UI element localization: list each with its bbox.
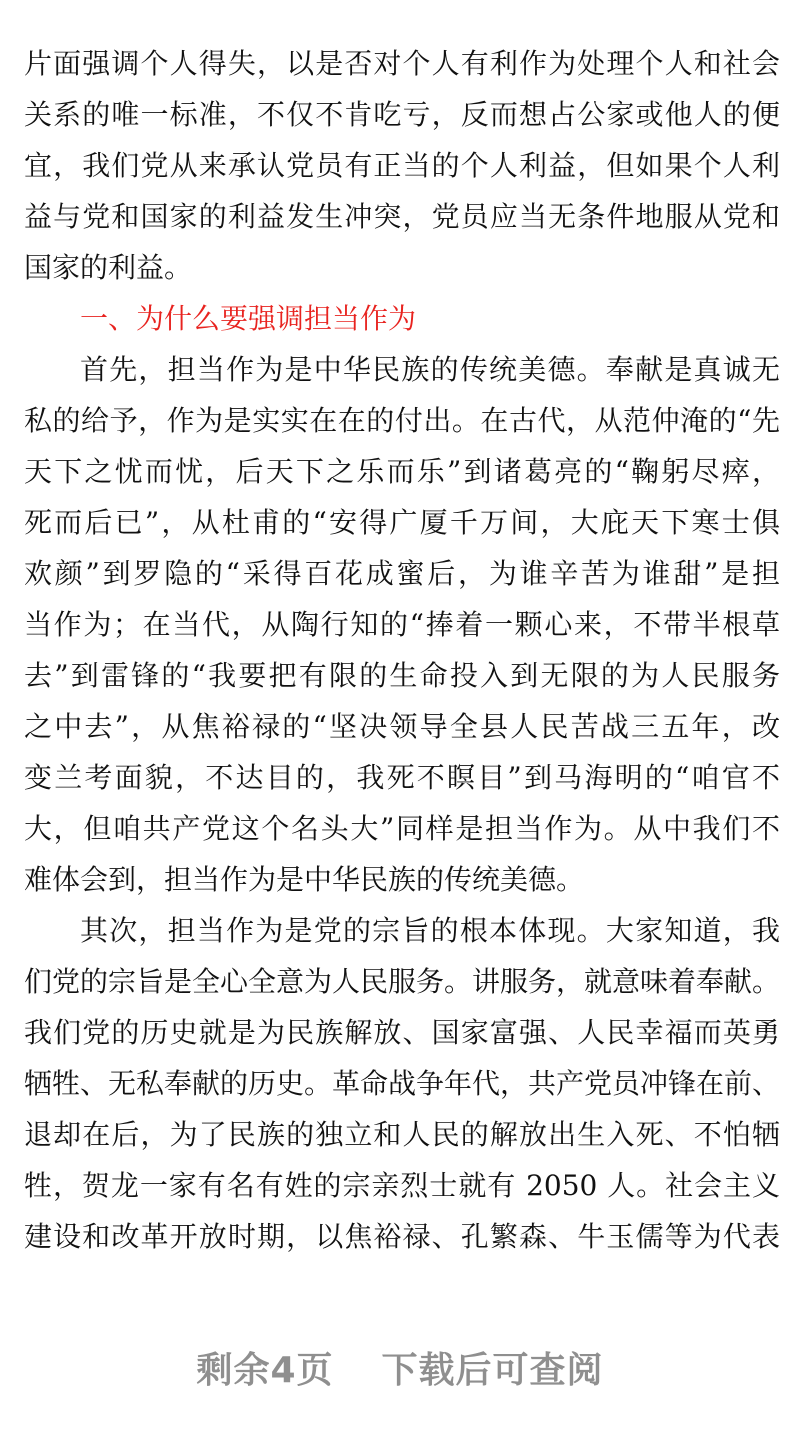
download-prompt[interactable] — [0, 1342, 800, 1393]
paragraph1-line: 之中去”，从焦裕禄的“坚决领导全县人民苦战三五年，改 — [24, 710, 780, 743]
paragraph2-line: 牺牲、无私奉献的历史。革命战争年代，共产党员冲锋在前、 — [24, 1067, 780, 1100]
intro-line: 国家的利益。 — [24, 251, 193, 284]
paragraph1-line: 死而后已”，从杜甫的“安得广厦千万间，大庇天下寒士俱 — [24, 506, 780, 539]
remaining-pages-label: 剩余4页 — [196, 1350, 334, 1391]
paragraph2-line: 其次，担当作为是党的宗旨的根本体现。大家知道，我 — [80, 914, 780, 947]
paragraph1-line: 大，但咱共产党这个名头大”同样是担当作为。从中我们不 — [24, 812, 780, 845]
download-hint-label: 下载后可查阅 — [381, 1350, 604, 1391]
paragraph1-line: 首先，担当作为是中华民族的传统美德。奉献是真诚无 — [80, 353, 780, 386]
intro-line: 益与党和国家的利益发生冲突，党员应当无条件地服从党和 — [24, 200, 780, 233]
paragraph1-line: 私的给予，作为是实实在在的付出。在古代，从范仲淹的“先 — [24, 404, 780, 437]
intro-line: 关系的唯一标准，不仅不肯吃亏，反而想占公家或他人的便 — [24, 98, 780, 131]
section-heading: 一、为什么要强调担当作为 — [80, 302, 417, 335]
intro-line: 片面强调个人得失，以是否对个人有利作为处理个人和社会 — [24, 47, 780, 80]
paragraph1-line: 欢颜”到罗隐的“采得百花成蜜后，为谁辛苦为谁甜”是担 — [24, 557, 780, 590]
intro-line: 宜，我们党从来承认党员有正当的个人利益，但如果个人利 — [24, 149, 780, 182]
paragraph2-line: 我们党的历史就是为民族解放、国家富强、人民幸福而英勇 — [24, 1016, 780, 1049]
paragraph1-line: 当作为；在当代，从陶行知的“捧着一颗心来，不带半根草 — [24, 608, 780, 641]
paragraph2-line: 牲，贺龙一家有名有姓的宗亲烈士就有 2050 人。社会主义 — [24, 1169, 780, 1202]
paragraph1-line: 变兰考面貌，不达目的，我死不瞑目”到马海明的“咱官不 — [24, 761, 780, 794]
paragraph1-line: 去”到雷锋的“我要把有限的生命投入到无限的为人民服务 — [24, 659, 780, 692]
document-body — [24, 38, 780, 1262]
paragraph2-line: 们党的宗旨是全心全意为人民服务。讲服务，就意味着奉献。 — [24, 965, 780, 998]
paragraph1-line: 天下之忧而忧，后天下之乐而乐”到诸葛亮的“鞠躬尽瘁， — [24, 455, 780, 488]
paragraph1-line: 难体会到，担当作为是中华民族的传统美德。 — [24, 863, 585, 896]
paragraph2-line: 建设和改革开放时期，以焦裕禄、孔繁森、牛玉儒等为代表 — [24, 1220, 780, 1253]
paragraph2-line: 退却在后，为了民族的独立和人民的解放出生入死、不怕牺 — [24, 1118, 780, 1151]
